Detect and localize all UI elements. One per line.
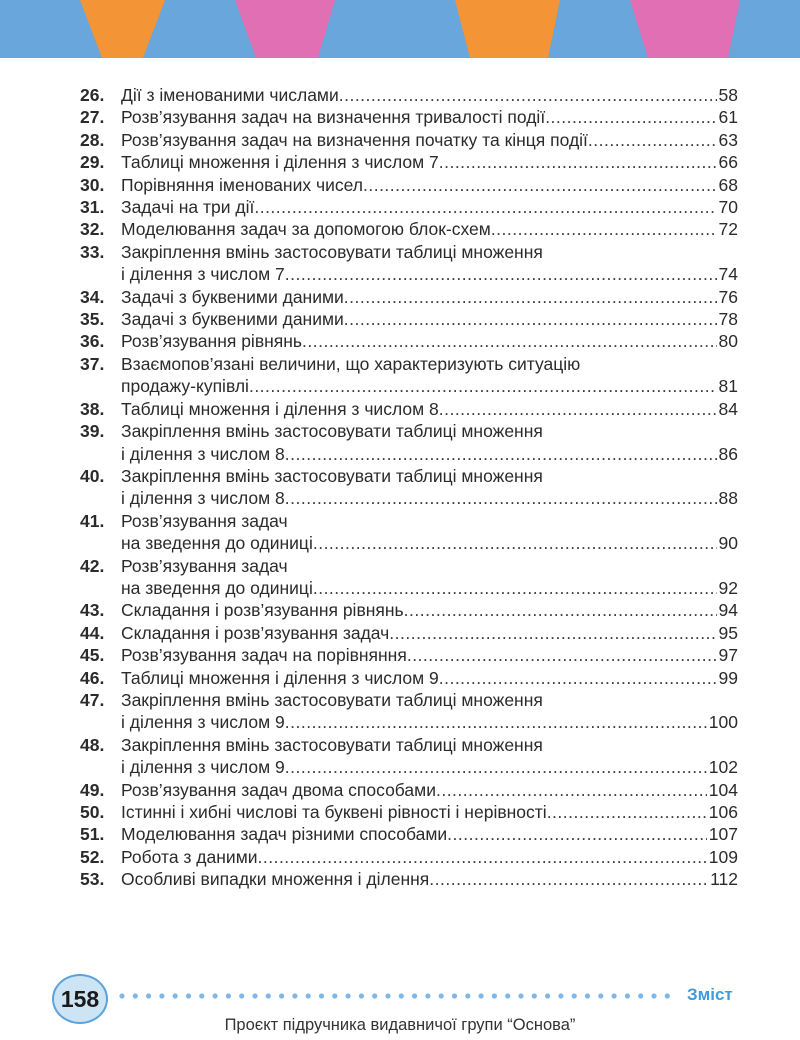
toc-dot-leader (363, 174, 717, 196)
section-title: Зміст (687, 985, 733, 1004)
toc-entry (80, 353, 738, 398)
footer-dot (292, 993, 297, 998)
footer-dot (319, 993, 324, 998)
header-banner (0, 0, 800, 58)
footer-dot (346, 993, 351, 998)
toc-entry-title: Порівняння іменованих чисел (121, 174, 363, 195)
toc-entry-row (121, 868, 738, 890)
footer-dot (585, 993, 590, 998)
toc-entry-number: 46. (80, 667, 105, 688)
footer-dot (399, 993, 404, 998)
toc-entry-body (121, 555, 738, 600)
toc-entry (80, 286, 738, 308)
toc-entry-page: 92 (718, 577, 738, 598)
toc-dot-leader (436, 779, 707, 801)
toc-entry-page: 70 (718, 197, 738, 218)
toc-entry-body (121, 734, 738, 779)
toc-entry-title: Задачі з буквеними даними (121, 286, 344, 307)
toc-dot-leader (547, 801, 707, 823)
toc-entry (80, 398, 738, 420)
footer-dot (651, 993, 656, 998)
toc-dot-leader (407, 644, 717, 666)
toc-entry-row (121, 129, 738, 151)
footer-dot (266, 993, 271, 998)
toc-entry-title-line: Закріплення вмінь застосовувати таблиці множення (121, 689, 543, 710)
toc-entry-body (121, 644, 738, 666)
toc-entry-page: 68 (718, 174, 738, 195)
table-of-contents (80, 84, 738, 891)
footer-dot (545, 993, 550, 998)
toc-entry-row (121, 398, 738, 420)
toc-entry-title: Розв’язування задач на порівняння (121, 645, 407, 666)
footer-dot (332, 993, 337, 998)
footer-dot-leader (118, 988, 678, 1004)
toc-entry (80, 667, 738, 689)
toc-entry-row (121, 823, 738, 845)
footer-dot (625, 993, 630, 998)
toc-entry (80, 801, 738, 823)
toc-entry-row (121, 375, 738, 397)
footer-dot (279, 993, 284, 998)
footer-dot (412, 993, 417, 998)
toc-entry-page: 76 (718, 286, 738, 307)
toc-entry-row (121, 599, 738, 621)
toc-entry-title: Дії з іменованими числами (121, 85, 339, 105)
footer-dot (505, 993, 510, 998)
toc-dot-leader (404, 599, 717, 621)
toc-entry-title: Істинні і хибні числові та буквені рівності і нерівності (121, 802, 547, 822)
toc-entry-title: Моделювання задач різними способами (121, 824, 448, 845)
toc-entry-body (121, 151, 738, 173)
toc-dot-leader (588, 129, 717, 151)
toc-entry-number: 53. (80, 869, 105, 890)
toc-entry-row (121, 622, 738, 644)
toc-dot-leader (447, 823, 707, 845)
toc-entry-title: Розв’язування задач двома способами (121, 779, 436, 800)
toc-entry-title: на зведення до одиниці (121, 577, 313, 598)
toc-entry (80, 106, 738, 128)
toc-entry-title: Розв’язування задач на визначення тривалості події (121, 107, 546, 128)
toc-entry-row (121, 487, 738, 509)
toc-entry-title: Задачі на три дії (121, 197, 255, 218)
toc-entry (80, 779, 738, 801)
toc-entry-body (121, 129, 738, 151)
toc-entry-number: 36. (80, 331, 105, 352)
toc-entry-row (121, 532, 738, 554)
toc-dot-leader (285, 711, 707, 733)
footer-dot (146, 993, 151, 998)
toc-entry-body (121, 622, 738, 644)
toc-entry-number: 35. (80, 309, 105, 330)
toc-entry-title: Особливі випадки множення і ділення (121, 869, 430, 890)
footer-dot (213, 993, 218, 998)
toc-entry-title-line: Закріплення вмінь застосовувати таблиці множення (121, 421, 543, 442)
footer-dot (226, 993, 231, 998)
toc-entry-title-line: Закріплення вмінь застосовувати таблиці множення (121, 734, 543, 755)
toc-dot-leader (344, 286, 717, 308)
toc-entry-number: 42. (80, 555, 105, 576)
toc-entry-title: Розв’язування задач на визначення початку та кінця події (121, 129, 588, 150)
toc-entry-page: 94 (718, 600, 738, 621)
toc-entry-page: 99 (718, 667, 738, 688)
toc-dot-leader (285, 756, 707, 778)
toc-entry-number: 43. (80, 600, 105, 621)
footer-dot (439, 993, 444, 998)
toc-entry-number: 50. (80, 802, 105, 822)
footer-dot (425, 993, 430, 998)
toc-entry-title-line: Розв’язування задач (121, 555, 288, 576)
toc-entry-title: і ділення з числом 8 (121, 488, 285, 509)
toc-entry-title: і ділення з числом 8 (121, 443, 285, 464)
toc-entry-title: і ділення з числом 7 (121, 264, 285, 285)
toc-entry-row (121, 711, 738, 733)
toc-entry (80, 218, 738, 240)
toc-entry-page: 58 (718, 85, 738, 105)
footer-dot (133, 993, 138, 998)
toc-entry-page: 100 (708, 712, 738, 733)
toc-entry-body (121, 353, 738, 398)
toc-entry-body (121, 218, 738, 240)
toc-entry-title-line: Розв’язування задач (121, 510, 288, 531)
toc-entry-number: 29. (80, 152, 105, 173)
toc-entry-title: Таблиці множення і ділення з числом 9 (121, 667, 439, 688)
toc-dot-leader (429, 868, 708, 890)
toc-entry-title: Моделювання задач за допомогою блок-схем (121, 219, 491, 240)
toc-entry-page: 107 (708, 824, 738, 845)
toc-dot-leader (344, 308, 717, 330)
toc-dot-leader (285, 487, 717, 509)
toc-entry (80, 196, 738, 218)
toc-dot-leader (439, 151, 717, 173)
toc-entry-body (121, 599, 738, 621)
toc-entry-title-line: Взаємопов’язані величини, що характеризують ситуацію (121, 353, 581, 374)
toc-entry-page: 78 (718, 309, 738, 330)
publisher-note: Проєкт підручника видавничої групи “Основа” (224, 1016, 576, 1034)
toc-entry-row (121, 756, 738, 778)
toc-entry-page: 102 (708, 757, 738, 778)
toc-dot-leader (302, 330, 716, 352)
footer-dot (372, 993, 377, 998)
toc-dot-leader (285, 443, 717, 465)
toc-entry-body (121, 868, 738, 890)
toc-entry (80, 174, 738, 196)
toc-entry-body (121, 84, 738, 106)
toc-entry (80, 330, 738, 352)
footer-dot (465, 993, 470, 998)
toc-entry-number: 28. (80, 129, 105, 150)
toc-entry-row (121, 667, 738, 689)
toc-entry-number: 45. (80, 645, 105, 666)
toc-entry-row (121, 286, 738, 308)
footer-dot (199, 993, 204, 998)
toc-entry-row (121, 801, 738, 823)
footer-dot (452, 993, 457, 998)
toc-entry (80, 151, 738, 173)
toc-entry-row (121, 218, 738, 240)
toc-entry-body (121, 196, 738, 218)
toc-entry-body (121, 667, 738, 689)
toc-entry-page: 86 (718, 443, 738, 464)
toc-dot-leader (389, 622, 716, 644)
toc-entry-number: 26. (80, 85, 105, 105)
footer-dot (159, 993, 164, 998)
toc-entry-body (121, 779, 738, 801)
toc-entry-number: 39. (80, 421, 105, 442)
footer-dot (492, 993, 497, 998)
toc-dot-leader (313, 532, 717, 554)
toc-entry-row (121, 779, 738, 801)
page-number: 158 (60, 985, 100, 1012)
toc-entry (80, 84, 738, 106)
toc-entry-body (121, 241, 738, 286)
toc-entry-page: 88 (718, 488, 738, 509)
toc-entry (80, 622, 738, 644)
toc-dot-leader (491, 218, 717, 240)
toc-entry-body (121, 398, 738, 420)
toc-entry-body (121, 801, 738, 823)
toc-entry-number: 31. (80, 197, 105, 218)
toc-entry-title: продажу-купівлі (121, 376, 249, 397)
toc-entry-row (121, 174, 738, 196)
toc-entry-title: і ділення з числом 9 (121, 712, 285, 733)
toc-entry-page: 106 (708, 802, 738, 822)
toc-entry-page: 74 (718, 264, 738, 285)
toc-dot-leader (258, 846, 707, 868)
toc-entry-number: 48. (80, 734, 105, 755)
toc-entry (80, 510, 738, 555)
toc-entry-row (121, 846, 738, 868)
toc-entry-row (121, 106, 738, 128)
toc-entry-body (121, 286, 738, 308)
toc-entry-number: 27. (80, 107, 105, 128)
footer-dot (598, 993, 603, 998)
banner-pink-trapezoid-2 (630, 0, 740, 58)
toc-entry-title: Складання і розв’язування рівнянь (121, 600, 404, 621)
toc-dot-leader (249, 375, 717, 397)
toc-entry-row (121, 443, 738, 465)
toc-entry (80, 823, 738, 845)
toc-entry-page: 104 (708, 779, 738, 800)
toc-entry-number: 49. (80, 779, 105, 800)
toc-entry (80, 868, 738, 890)
toc-entry-page: 80 (718, 331, 738, 352)
toc-entry-row (121, 84, 738, 106)
footer-dot (638, 993, 643, 998)
footer-dot (665, 993, 670, 998)
toc-entry (80, 644, 738, 666)
toc-entry-page: 63 (718, 129, 738, 150)
toc-entry (80, 846, 738, 868)
toc-entry (80, 734, 738, 779)
toc-entry-row (121, 330, 738, 352)
footer-dot (612, 993, 617, 998)
toc-entry-body (121, 689, 738, 734)
toc-entry-number: 40. (80, 465, 105, 486)
toc-entry-number: 30. (80, 174, 105, 195)
toc-entry-title-line: Закріплення вмінь застосовувати таблиці множення (121, 241, 543, 262)
toc-entry (80, 420, 738, 465)
toc-entry-body (121, 106, 738, 128)
toc-entry-body (121, 510, 738, 555)
toc-entry-number: 33. (80, 241, 105, 262)
toc-entry-number: 34. (80, 286, 105, 307)
toc-entry-number: 37. (80, 353, 105, 374)
toc-entry (80, 308, 738, 330)
toc-entry-title: Розв’язування рівнянь (121, 331, 303, 352)
toc-entry-row (121, 196, 738, 218)
toc-dot-leader (545, 106, 716, 128)
toc-entry-title: Таблиці множення і ділення з числом 8 (121, 398, 439, 419)
footer-dot (239, 993, 244, 998)
toc-entry-body (121, 846, 738, 868)
footer-dot (479, 993, 484, 998)
footer-dot (385, 993, 390, 998)
toc-entry-title: на зведення до одиниці (121, 533, 313, 554)
toc-entry-body (121, 465, 738, 510)
toc-entry (80, 555, 738, 600)
footer-dot (532, 993, 537, 998)
toc-entry (80, 599, 738, 621)
toc-entry (80, 241, 738, 286)
footer-dot (359, 993, 364, 998)
toc-entry-row (121, 308, 738, 330)
toc-entry (80, 465, 738, 510)
toc-entry-number: 47. (80, 689, 105, 710)
toc-entry-page: 81 (718, 376, 738, 397)
toc-dot-leader (339, 84, 717, 106)
toc-dot-leader (285, 263, 717, 285)
toc-entry-number: 52. (80, 846, 105, 867)
toc-dot-leader (313, 577, 717, 599)
footer-dot (558, 993, 563, 998)
toc-entry-page: 72 (718, 219, 738, 240)
toc-entry-title: Складання і розв’язування задач (121, 622, 390, 643)
toc-entry-number: 38. (80, 398, 105, 419)
toc-entry-page: 66 (718, 152, 738, 173)
toc-entry-number: 51. (80, 824, 105, 845)
toc-entry-title: Робота з даними (121, 846, 258, 867)
toc-entry (80, 129, 738, 151)
toc-entry-title-line: Закріплення вмінь застосовувати таблиці множення (121, 465, 543, 486)
footer-dot (119, 993, 124, 998)
toc-entry-page: 97 (718, 645, 738, 666)
toc-entry-number: 44. (80, 622, 105, 643)
toc-entry-page: 84 (718, 398, 738, 419)
footer-dot (572, 993, 577, 998)
toc-entry-number: 32. (80, 219, 105, 240)
toc-entry-page: 112 (710, 869, 738, 890)
footer-dot (186, 993, 191, 998)
toc-entry-body (121, 420, 738, 465)
toc-entry-page: 61 (718, 107, 738, 128)
toc-entry-body (121, 308, 738, 330)
toc-entry-page: 95 (718, 622, 738, 643)
toc-entry-row (121, 263, 738, 285)
toc-entry-title: Таблиці множення і ділення з числом 7 (121, 152, 439, 173)
toc-entry-body (121, 330, 738, 352)
toc-entry-body (121, 823, 738, 845)
toc-entry-page: 90 (718, 533, 738, 554)
toc-dot-leader (439, 398, 717, 420)
banner-orange-trapezoid-2 (455, 0, 560, 58)
toc-entry-page: 109 (708, 846, 738, 867)
toc-entry-title: Задачі з буквеними даними (121, 309, 344, 330)
toc-dot-leader (254, 196, 716, 218)
toc-entry-row (121, 151, 738, 173)
toc-entry-body (121, 174, 738, 196)
footer-dot (518, 993, 523, 998)
footer-dot (306, 993, 311, 998)
toc-entry-row (121, 577, 738, 599)
toc-dot-leader (439, 667, 717, 689)
footer-dot (252, 993, 257, 998)
toc-entry-row (121, 644, 738, 666)
toc-entry (80, 689, 738, 734)
toc-entry-title: і ділення з числом 9 (121, 757, 285, 778)
toc-entry-number: 41. (80, 510, 105, 531)
footer-dot (173, 993, 178, 998)
